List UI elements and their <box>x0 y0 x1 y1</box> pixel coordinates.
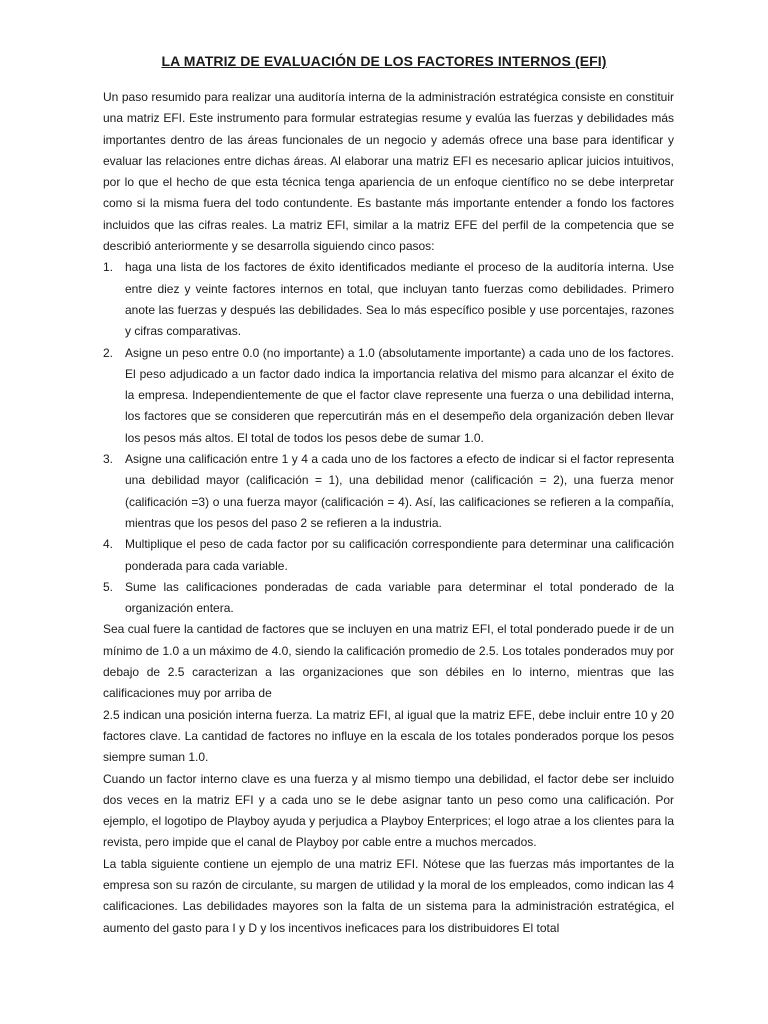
intro-paragraph: Un paso resumido para realizar una auditoría interna de la administración estratégica consiste en constituir una matriz EFI. Este instrumento para formular estrategias resume y evalúa las fuerzas y debilidades más importantes dentro de las áreas funcionales de un negocio y además ofrece una base para identificar y evaluar las relaciones entre dichas áreas. Al elaborar una matriz EFI es necesario aplicar juicios intuitivos, por lo que el hecho de que esta técnica tenga apariencia de un enfoque científico no se debe interpretar como si la misma fuera del todo contundente. Es bastante más importante entender a fondo los factores incluidos que las cifras reales. La matriz EFI, similar a la matriz EFE del perfil de la competencia que se describió anteriormente y se desarrolla siguiendo cinco pasos: <box>103 90 674 254</box>
list-item-number: 5. <box>103 579 114 594</box>
list-item-number: 4. <box>103 537 114 552</box>
list-item <box>103 257 674 342</box>
totals-paragraph: Sea cual fuere la cantidad de factores que se incluyen en una matriz EFI, el total ponderado puede ir de un mínimo de 1.0 a un máximo de 4.0, siendo la calificación promedio de 2.5. Los totales ponderados muy por debajo de 2.5 caracterizan a las organizaciones que son débiles en lo interno, mientras que las calificaciones muy por arriba de <box>103 622 674 701</box>
list-item-text: haga una lista de los factores de éxito identificados mediante el proceso de la auditoría interna. Use entre diez y veinte factores internos en total, que incluyan tanto fuerzas como debilidades. Primero anote las fuerzas y después las debilidades. Sea lo más específico posible y use porcentajes, razones y cifras comparativas. <box>125 260 674 339</box>
list-item-number: 1. <box>103 260 114 275</box>
list-item-number: 3. <box>103 452 114 467</box>
example-paragraph: La tabla siguiente contiene un ejemplo de una matriz EFI. Nótese que las fuerzas más importantes de la empresa son su razón de circulante, su margen de utilidad y la moral de los empleados, como indican las 4 calificaciones. Las debilidades mayores son la falta de un sistema para la administración estratégica, el aumento del gasto para I y D y los incentivos ineficaces para los distribuidores El total <box>103 856 674 935</box>
list-item-text: Asigne un peso entre 0.0 (no importante) a 1.0 (absolutamente importante) a cada uno de los factores. El peso adjudicado a un factor dado indica la importancia relativa del mismo para alcanzar el éxito de la empresa. Independientemente de que el factor clave represente una fuerza o una debilidad interna, los factores que se consideren que repercutirán más en el desempeño dela organización deben llevar los pesos más altos. El total de todos los pesos debe de sumar 1.0. <box>125 345 674 445</box>
list-item-text: Asigne una calificación entre 1 y 4 a cada uno de los factores a efecto de indicar si el factor representa una debilidad mayor (calificación = 1), una debilidad menor (calificación = 2), una fuerza menor (calificación =3) o una fuerza mayor (calificación = 4). Así, las calificaciones se refieren a la compañía, mientras que los pesos del paso 2 se refieren a la industria. <box>125 452 674 530</box>
list-item-text: Sume las calificaciones ponderadas de cada variable para determinar el total ponderado de la organización entera. <box>125 579 674 616</box>
list-item <box>103 343 674 449</box>
steps-list <box>103 257 674 619</box>
list-item <box>103 534 674 577</box>
list-item-number: 2. <box>103 345 114 360</box>
document-body <box>103 87 674 939</box>
list-item <box>103 449 674 534</box>
document-title: LA MATRIZ DE EVALUACIÓN DE LOS FACTORES INTERNOS (EFI) <box>161 53 607 69</box>
list-item-text: Multiplique el peso de cada factor por su calificación correspondiente para determinar una calificación ponderada para cada variable. <box>125 537 674 573</box>
dual-factor-paragraph: Cuando un factor interno clave es una fuerza y al mismo tiempo una debilidad, el factor debe ser incluido dos veces en la matriz EFI y a cada uno se le debe asignar tanto un peso como una calificación. Por ejemplo, el logotipo de Playboy ayuda y perjudica a Playboy Enterprices; el logo atrae a los clientes para la revista, pero impide que el canal de Playboy por cable entre a muchos mercados. <box>103 771 674 850</box>
position-paragraph: 2.5 indican una posición interna fuerza. La matriz EFI, al igual que la matriz EFE, debe incluir entre 10 y 20 factores clave. La cantidad de factores no influye en la escala de los totales ponderados porque los pesos siempre suman 1.0. <box>103 707 674 765</box>
list-item <box>103 577 674 620</box>
